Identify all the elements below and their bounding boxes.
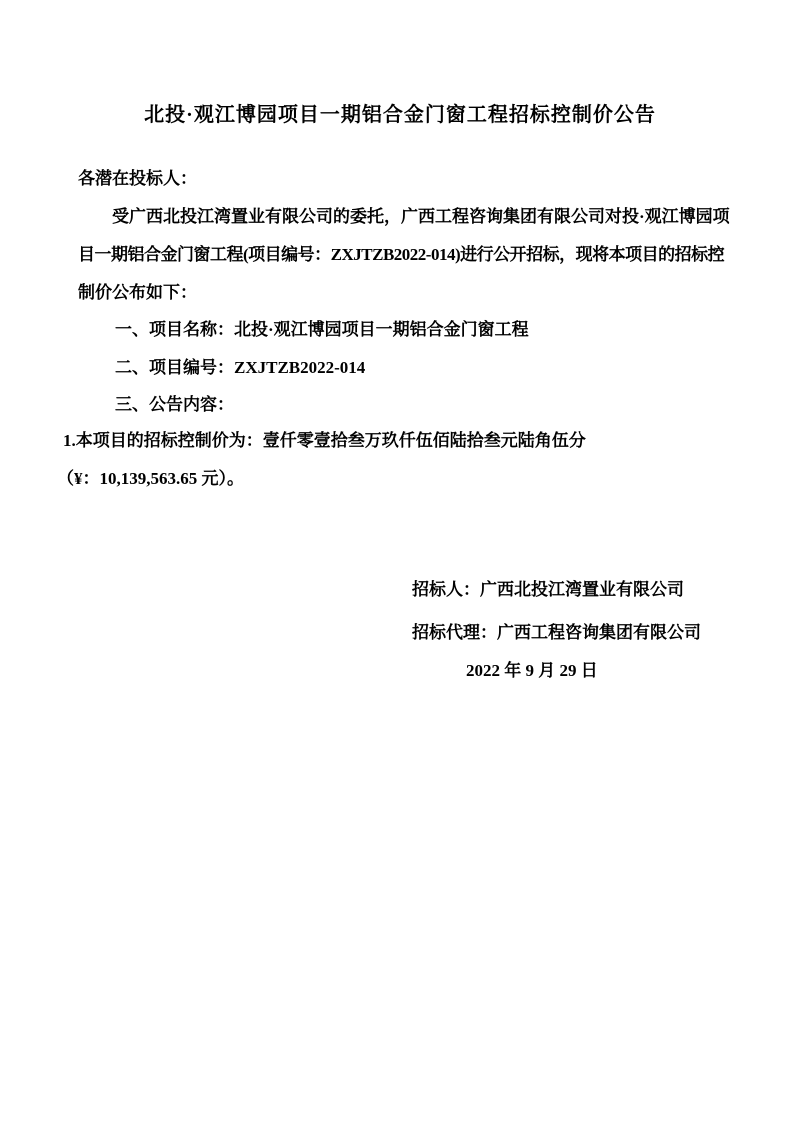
date-line: 2022 年 9 月 29 日 — [466, 661, 598, 680]
control-price-figures-line: （¥：10,139,563.65 元）。 — [57, 469, 244, 488]
control-price-words-line: 1.本项目的招标控制价为：壹仟零壹拾叁万玖仟伍佰陆拾叁元陆角伍分 — [63, 431, 586, 450]
intro-line-2: 目一期铝合金门窗工程(项目编号：ZXJTZB2022-014)进行公开招标，现将本项目的招标控 — [78, 245, 725, 264]
agency-signature-line: 招标代理：广西工程咨询集团有限公司 — [412, 623, 701, 642]
item-announcement-content: 三、公告内容： — [115, 395, 234, 414]
page-title: 北投·观江博园项目一期铝合金门窗工程招标控制价公告 — [144, 104, 656, 126]
item-project-number: 二、项目编号：ZXJTZB2022-014 — [115, 358, 366, 377]
intro-line-1: 受广西北投江湾置业有限公司的委托，广西工程咨询集团有限公司对投·观江博园项 — [112, 207, 730, 226]
tenderer-signature-line: 招标人：广西北投江湾置业有限公司 — [412, 580, 684, 599]
salutation-line: 各潜在投标人： — [78, 169, 197, 188]
intro-line-3: 制价公布如下： — [78, 283, 197, 302]
item-project-name: 一、项目名称：北投·观江博园项目一期铝合金门窗工程 — [115, 320, 529, 339]
